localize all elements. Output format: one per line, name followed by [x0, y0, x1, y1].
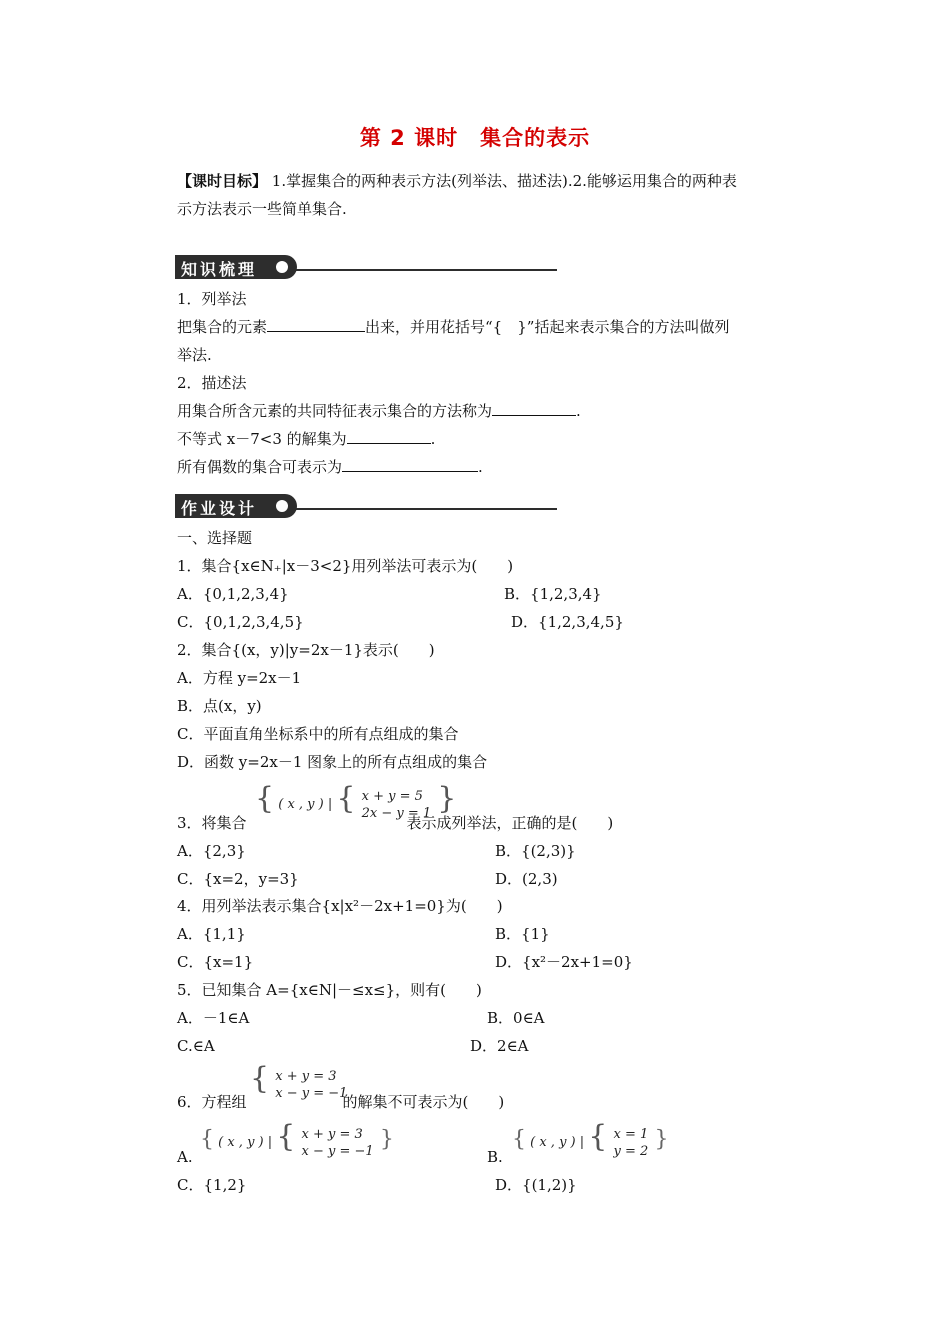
- equation: x + y = 5: [361, 788, 423, 804]
- q1-option-c: C．{0,1,2,3,4,5}: [177, 613, 304, 631]
- question-5: 5．已知集合 A={x∈N|－≤x≤}，则有( ): [177, 981, 482, 999]
- fill-blank: [342, 457, 478, 472]
- q4-option-b: B．{1}: [495, 925, 550, 943]
- q2-option-b: B．点(x，y): [177, 697, 262, 715]
- q3-option-c: C．{x=2，y=3}: [177, 870, 299, 888]
- q6-option-b: B.: [487, 1148, 503, 1166]
- bullet-dot-icon: [276, 500, 288, 512]
- q6-option-a-formula: [200, 1119, 394, 1160]
- formula-image: [200, 1119, 394, 1160]
- left-brace-icon: {: [512, 1127, 526, 1152]
- lesson-goal-text: 1.掌握集合的两种表示方法(列举法、描述法).2.能够运用集合的两种表: [271, 172, 737, 190]
- equation: 2x − y = 1: [361, 805, 432, 821]
- text-segment: .: [430, 430, 436, 448]
- question-4: 4．用列举法表示集合{x|x²－2x+1=0}为( ): [177, 897, 503, 915]
- question-2: 2．集合{(x，y)|y=2x－1}表示( ): [177, 641, 435, 659]
- equation: x + y = 3: [275, 1068, 337, 1084]
- left-brace-icon: {: [200, 1127, 214, 1152]
- equation: x = 1: [613, 1126, 649, 1142]
- equation: x − y = −1: [301, 1143, 374, 1159]
- system-brace-icon: {: [588, 1119, 608, 1154]
- question-3: [177, 813, 613, 833]
- fill-blank: [347, 429, 431, 444]
- text-segment: 把集合的元素: [177, 318, 268, 336]
- lesson-goal-line-1: [177, 171, 737, 191]
- paragraph-enumeration: [177, 317, 729, 337]
- q4-option-c: C．{x=1}: [177, 953, 254, 971]
- text-segment: 表示成列举法，正确的是( ): [406, 814, 614, 832]
- q1-option-b: B．{1,2,3,4}: [504, 585, 602, 603]
- heading-enumeration: 1．列举法: [177, 290, 247, 308]
- q2-option-c: C．平面直角坐标系中的所有点组成的集合: [177, 725, 459, 743]
- q4-option-a: A．{1,1}: [177, 925, 246, 943]
- q5-option-d: D．2∈A: [470, 1037, 529, 1055]
- lesson-goal-label: 【课时目标】: [177, 172, 268, 190]
- formula-xy: ( x , y ) |: [278, 797, 333, 812]
- q1-option-a: A．{0,1,2,3,4}: [177, 585, 289, 603]
- q5-option-c: C.∈A: [177, 1037, 215, 1055]
- text-segment: 出来，并用花括号“{ }”括起来表示集合的方法叫做列: [365, 318, 730, 336]
- text-segment: 6．方程组: [177, 1093, 247, 1111]
- paragraph-inequality: [177, 429, 435, 449]
- equation: y = 2: [613, 1143, 649, 1159]
- paragraph-description: [177, 401, 581, 421]
- q2-option-d: D．函数 y=2x－1 图象上的所有点组成的集合: [177, 753, 488, 771]
- right-brace-icon: }: [379, 1127, 394, 1152]
- section-rule: [293, 269, 557, 271]
- fill-blank: [267, 317, 365, 332]
- system-brace-icon: {: [276, 1119, 296, 1154]
- paragraph-enumeration-cont: 举法.: [177, 346, 212, 364]
- q6-option-d: D．{(1,2)}: [495, 1176, 577, 1194]
- system-brace-icon: {: [250, 1061, 270, 1096]
- q3-option-a: A．{2,3}: [177, 842, 246, 860]
- equation-system: [612, 1126, 651, 1160]
- formula-image: [512, 1119, 669, 1160]
- paragraph-even-numbers: [177, 457, 483, 477]
- system-brace-icon: {: [336, 781, 356, 816]
- text-segment: .: [576, 402, 581, 420]
- q2-option-a: A．方程 y=2x－1: [177, 669, 302, 687]
- q3-option-b: B．{(2,3)}: [495, 842, 576, 860]
- section-header-knowledge: [175, 255, 565, 279]
- q3-option-d: D．(2,3): [495, 870, 558, 888]
- bullet-dot-icon: [276, 261, 288, 273]
- equation: x + y = 3: [301, 1126, 363, 1142]
- text-segment: 所有偶数的集合可表示为: [177, 458, 343, 476]
- text-segment: .: [478, 458, 483, 476]
- section-header-homework: [175, 494, 565, 518]
- q6-option-b-formula: [512, 1119, 669, 1160]
- left-brace-icon: {: [255, 781, 275, 816]
- q5-option-b: B．0∈A: [487, 1009, 545, 1027]
- right-brace-icon: }: [654, 1127, 669, 1152]
- text-segment: 不等式 x－7<3 的解集为: [177, 430, 347, 448]
- text-segment: 用集合所含元素的共同特征表示集合的方法称为: [177, 402, 493, 420]
- equation-system: [300, 1126, 376, 1160]
- page-title: 第 2 课时 集合的表示: [359, 126, 591, 150]
- lesson-goal-line-2: 示方法表示一些简单集合.: [177, 200, 347, 218]
- fill-blank: [492, 401, 576, 416]
- text-segment: 3．将集合: [177, 814, 247, 832]
- question-1: 1．集合{x∈N₊|x－3<2}用列举法可表示为( ): [177, 557, 514, 575]
- q4-option-d: D．{x²－2x+1=0}: [495, 953, 633, 971]
- heading-choice: 一、选择题: [177, 529, 253, 547]
- section-label: 作业设计: [181, 499, 258, 518]
- heading-description: 2．描述法: [177, 374, 247, 392]
- q6-option-c: C．{1,2}: [177, 1176, 247, 1194]
- section-rule: [293, 508, 557, 510]
- section-label: 知识梳理: [181, 260, 258, 279]
- q6-option-a: A.: [177, 1148, 193, 1166]
- text-segment: 的解集不可表示为( ): [342, 1093, 505, 1111]
- q1-option-d: D．{1,2,3,4,5}: [511, 613, 624, 631]
- q5-option-a: A．－1∈A: [177, 1009, 250, 1027]
- question-6: [177, 1092, 504, 1112]
- formula-xy: ( x , y ) |: [218, 1135, 273, 1150]
- formula-xy: ( x , y ) |: [530, 1135, 585, 1150]
- equation: x − y = −1: [275, 1085, 348, 1101]
- right-brace-icon: }: [437, 781, 457, 816]
